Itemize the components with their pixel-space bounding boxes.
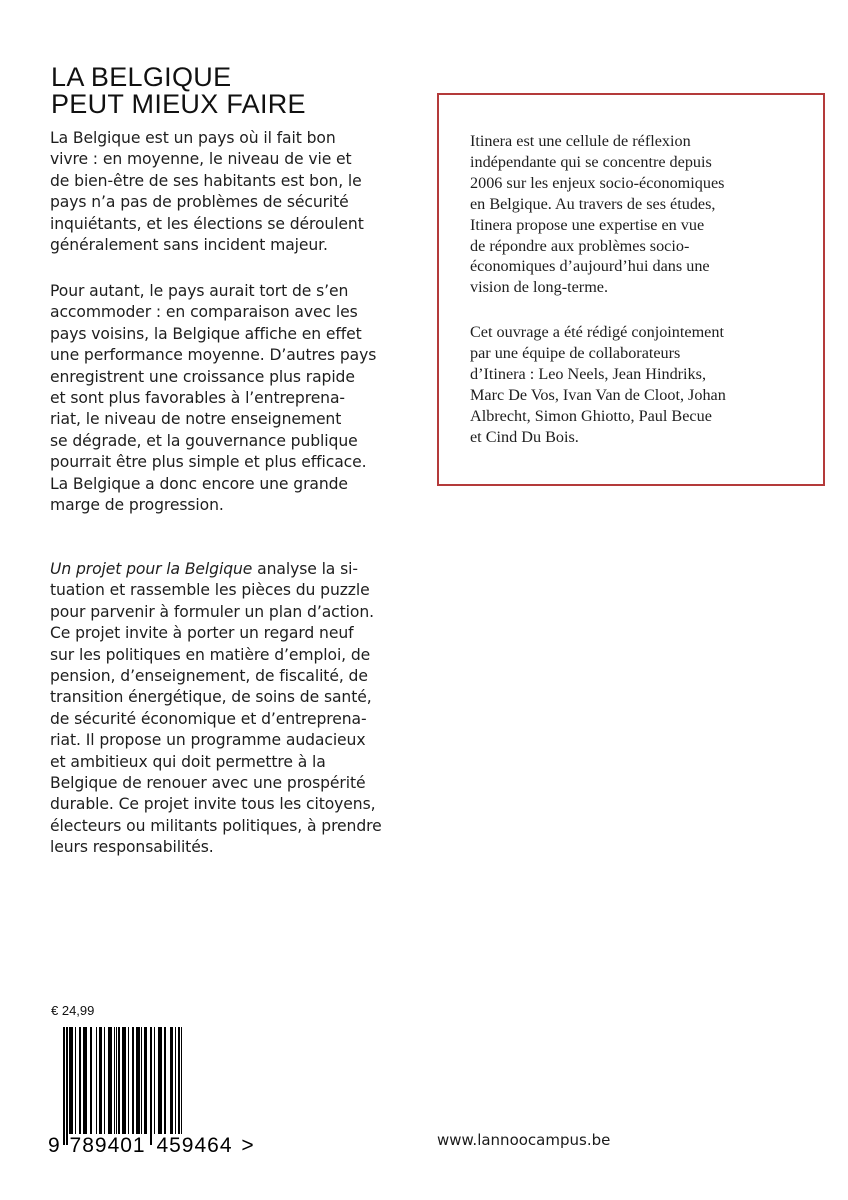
back-cover-title — [51, 64, 306, 118]
barcode — [63, 1027, 211, 1145]
text-line: pourrait être plus simple et plus efficace. — [50, 453, 367, 472]
title-line-2: PEUT MIEUX FAIRE — [51, 89, 306, 119]
price-label: € 24,99 — [51, 1003, 95, 1018]
text-line: transition énergétique, de soins de santé, — [50, 688, 372, 707]
text-line: La Belgique a donc encore une grande — [50, 474, 348, 493]
text-line: sur les politiques en matière d’emploi, de — [50, 645, 371, 664]
text-line: enregistrent une croissance plus rapide — [50, 367, 355, 386]
text-line: tuation et rassemble les pièces du puzzle — [50, 581, 370, 600]
authors-paragraph — [470, 322, 726, 447]
text-line: se dégrade, et la gouvernance publique — [50, 431, 358, 450]
book-title-italic: Un projet pour la Belgique — [50, 560, 253, 578]
text-line: Marc De Vos, Ivan Van de Cloot, Johan — [470, 385, 726, 404]
text-line: une performance moyenne. D’autres pays — [50, 346, 377, 365]
text-line: 2006 sur les enjeux socio-économiques — [470, 173, 725, 192]
text-line: pour parvenir à formuler un plan d’action. — [50, 602, 374, 621]
text-line: Albrecht, Simon Ghiotto, Paul Becue — [470, 406, 712, 425]
text-line: Belgique de renouer avec une prospérité — [50, 774, 366, 793]
isbn-group-1: 789401 — [69, 1134, 146, 1157]
text-line: pension, d’enseignement, de fiscalité, de — [50, 667, 368, 686]
intro-paragraph — [50, 128, 430, 256]
text-line: inquiétants, et les élections se déroulent — [50, 214, 364, 233]
text-line: en Belgique. Au travers de ses études, — [470, 194, 716, 213]
text-line: leurs responsabilités. — [50, 838, 214, 857]
text-line: marge de progression. — [50, 496, 224, 515]
text-line: riat. Il propose un programme audacieux — [50, 731, 366, 750]
itinera-description — [470, 131, 724, 298]
text-line: pays n’a pas de problèmes de sécurité — [50, 193, 349, 212]
text-line: de sécurité économique et d’entreprena- — [50, 709, 367, 728]
text-line: électeurs ou militants politiques, à prendre — [50, 816, 382, 835]
text-line: Pour autant, le pays aurait tort de s’en — [50, 282, 349, 300]
text-line: de bien-être de ses habitants est bon, le — [50, 171, 362, 190]
text-line: économiques d’aujourd’hui dans une — [470, 257, 710, 276]
text-line: Cet ouvrage a été rédigé conjointement — [470, 323, 724, 341]
text-line: généralement sans incident majeur. — [50, 236, 328, 255]
text-line: vivre : en moyenne, le niveau de vie et — [50, 150, 352, 169]
isbn-number — [48, 1134, 255, 1158]
text-line: indépendante qui se concentre depuis — [470, 152, 712, 171]
text-line: et sont plus favorables à l’entreprena- — [50, 389, 345, 408]
text-line: durable. Ce projet invite tous les citoyens, — [50, 795, 376, 814]
text-line: pays voisins, la Belgique affiche en effet — [50, 324, 362, 343]
text-line: La Belgique est un pays où il fait bon — [50, 129, 336, 147]
text-line — [50, 559, 430, 580]
isbn-arrow-icon: > — [241, 1134, 255, 1157]
publisher-url[interactable]: www.lannoocampus.be — [437, 1131, 611, 1149]
text-line: vision de long-terme. — [470, 278, 609, 297]
text-line: d’Itinera : Leo Neels, Jean Hindriks, — [470, 364, 706, 383]
isbn-prefix: 9 — [48, 1134, 61, 1157]
text-fragment: analyse la si- — [252, 560, 358, 578]
text-line: de répondre aux problèmes socio- — [470, 236, 690, 255]
text-line: et Cind Du Bois. — [470, 427, 579, 446]
text-line: par une équipe de collaborateurs — [470, 343, 681, 362]
text-line: Itinera est une cellule de réflexion — [470, 132, 691, 150]
isbn-group-2: 459464 — [156, 1134, 233, 1157]
title-line-1: LA BELGIQUE — [51, 62, 232, 92]
text-line: riat, le niveau de notre enseignement — [50, 410, 342, 429]
text-line: et ambitieux qui doit permettre à la — [50, 752, 326, 771]
text-line: Itinera propose une expertise en vue — [470, 215, 705, 234]
text-line: Ce projet invite à porter un regard neuf — [50, 624, 354, 643]
text-line: accommoder : en comparaison avec les — [50, 303, 358, 322]
comparison-paragraph — [50, 281, 430, 516]
project-paragraph — [50, 559, 430, 859]
